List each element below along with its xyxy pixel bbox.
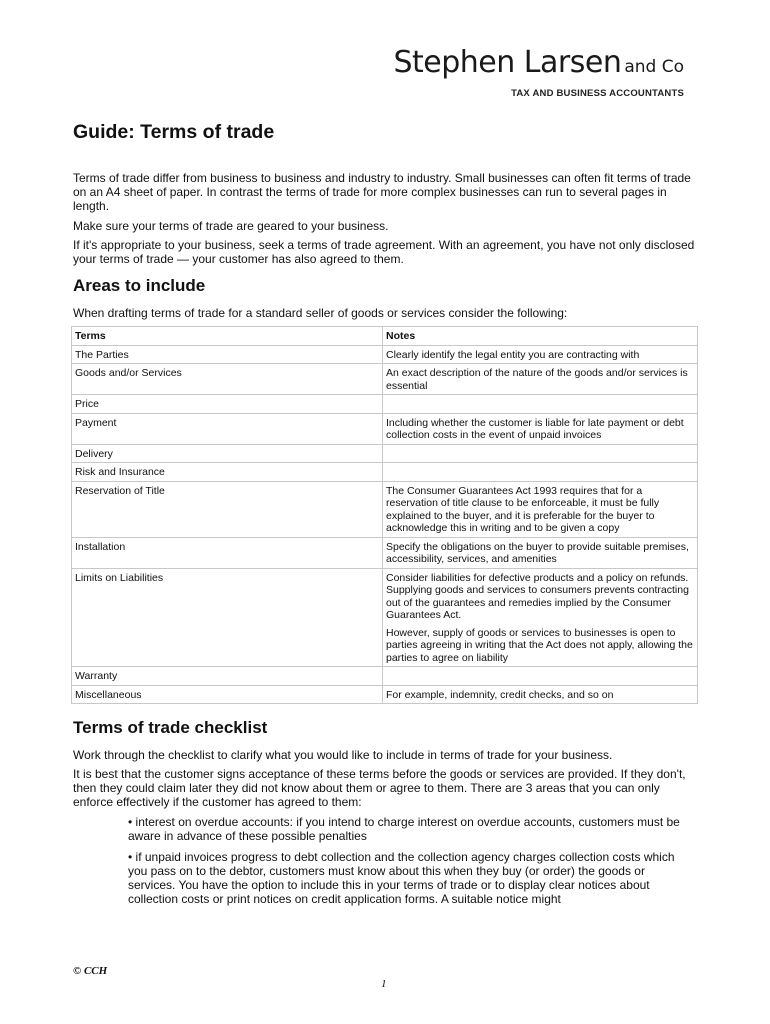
table-row — [72, 537, 698, 568]
term-cell: Delivery — [72, 444, 383, 463]
term-cell: The Parties — [72, 345, 383, 364]
term-cell: Reservation of Title — [72, 481, 383, 537]
term-cell: Price — [72, 395, 383, 414]
note-paragraph: Consider liabilities for defective products and a policy on refunds. Supplying goods and services to consumers prevents contracting out of the guarantees and remedies implied by the Consumer Guarantees Act. — [386, 571, 689, 621]
table-header-row — [72, 327, 698, 346]
copyright-notice: © CCH — [73, 965, 108, 977]
table-row — [72, 568, 698, 667]
note-cell: An exact description of the nature of the goods and/or services is essential — [383, 364, 698, 395]
column-header-notes: Notes — [383, 327, 698, 346]
term-cell: Miscellaneous — [72, 685, 383, 704]
areas-lead: When drafting terms of trade for a standard seller of goods or services consider the following: — [73, 306, 568, 320]
page-number: 1 — [381, 978, 387, 990]
table-row — [72, 481, 698, 537]
term-cell: Payment — [72, 413, 383, 444]
term-cell: Installation — [72, 537, 383, 568]
checklist-bullet: • interest on overdue accounts: if you intend to charge interest on overdue accounts, customers must be aware in advance of these possible penalties — [128, 815, 680, 843]
intro-paragraph-1: Terms of trade differ from business to business and industry to industry. Small businesses can often fit terms of trade on an A4 sheet of paper. In contrast the terms of trade for more complex businesses can run to several pages in length. — [73, 171, 691, 213]
note-paragraph: However, supply of goods or services to businesses is open to parties agreeing in writing that the Act does not apply, allowing the parties to agree on liability — [386, 626, 693, 664]
table-row — [72, 395, 698, 414]
checklist-paragraph-1: Work through the checklist to clarify what you would like to include in terms of trade for your business. — [73, 748, 613, 762]
note-cell — [383, 463, 698, 482]
note-cell: Including whether the customer is liable for late payment or debt collection costs in the event of unpaid invoices — [383, 413, 698, 444]
table-row — [72, 413, 698, 444]
note-cell: Specify the obligations on the buyer to provide suitable premises, accessibility, services, and amenities — [383, 537, 698, 568]
term-cell: Limits on Liabilities — [72, 568, 383, 667]
note-cell — [383, 568, 698, 667]
checklist-paragraph-2: It is best that the customer signs acceptance of these terms before the goods or services are provided. If they don't, then they could claim later they did not know about them or agree to them. There are 3 areas that you can only enforce effectively if the customer has agreed to them: — [73, 767, 686, 809]
table-row — [72, 364, 698, 395]
term-cell: Risk and Insurance — [72, 463, 383, 482]
brand-name: Stephen Larsen — [393, 45, 622, 80]
table-row — [72, 685, 698, 704]
terms-table — [71, 326, 698, 704]
table-row — [72, 463, 698, 482]
intro-paragraph-2: Make sure your terms of trade are geared to your business. — [73, 219, 389, 233]
areas-heading: Areas to include — [73, 276, 206, 295]
table-row — [72, 345, 698, 364]
term-cell: Goods and/or Services — [72, 364, 383, 395]
intro-paragraph-3: If it's appropriate to your business, seek a terms of trade agreement. With an agreement, you have not only disclosed your terms of trade — your customer has also agreed to them. — [73, 238, 695, 266]
page-title: Guide: Terms of trade — [73, 121, 275, 143]
term-cell: Warranty — [72, 667, 383, 686]
note-cell — [383, 667, 698, 686]
note-cell: Clearly identify the legal entity you are contracting with — [383, 345, 698, 364]
brand-tagline: TAX AND BUSINESS ACCOUNTANTS — [511, 88, 684, 99]
table-row — [72, 444, 698, 463]
column-header-terms: Terms — [72, 327, 383, 346]
brand-suffix: and Co — [624, 57, 684, 77]
note-cell — [383, 444, 698, 463]
company-logo — [393, 46, 684, 99]
note-cell: The Consumer Guarantees Act 1993 requires that for a reservation of title clause to be enforceable, it must be fully explained to the buyer, and it is preferable for the buyer to acknowledge this in writing and to be given a copy — [383, 481, 698, 537]
checklist-heading: Terms of trade checklist — [73, 718, 268, 737]
note-cell: For example, indemnity, credit checks, and so on — [383, 685, 698, 704]
note-cell — [383, 395, 698, 414]
checklist-bullet: • if unpaid invoices progress to debt collection and the collection agency charges collection costs which you pass on to the debtor, customers must know about this when they buy (or order) the goods or services. You have the option to include this in your terms of trade or to display clear notices about collection costs or print notices on credit application forms. A suitable notice might — [128, 850, 675, 906]
table-row — [72, 667, 698, 686]
